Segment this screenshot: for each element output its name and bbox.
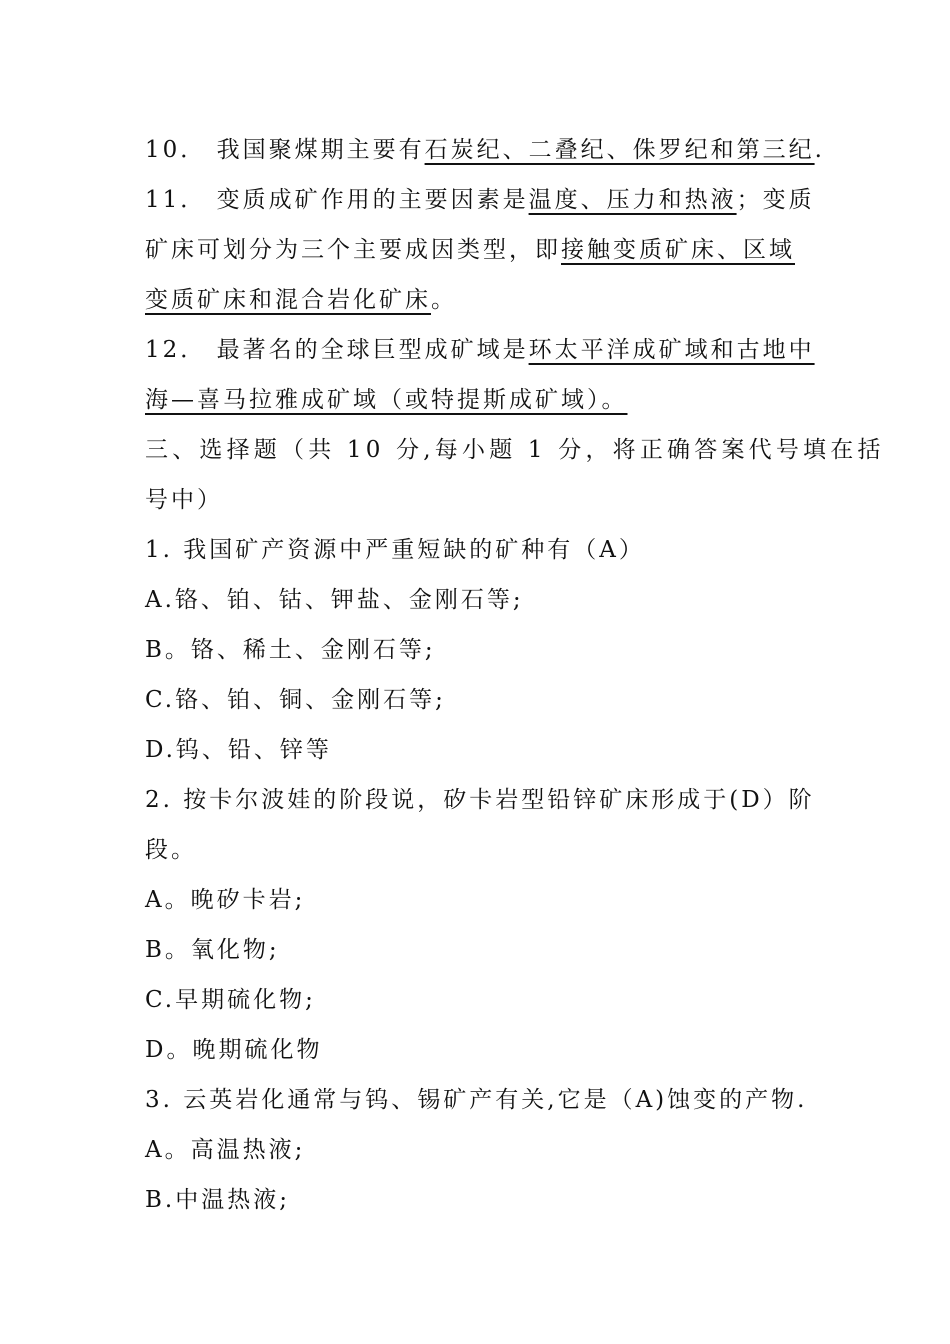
question-text: ；变质 (736, 187, 815, 213)
answer-underlined: 变质矿床和混合岩化矿床 (145, 287, 431, 313)
question-1-option-c: C.铬、铂、铜、金刚石等; (145, 687, 446, 713)
question-2-option-b: B。氧化物; (145, 937, 280, 963)
question-1-option-b: B。铬、稀土、金刚石等; (145, 637, 436, 663)
document-page (145, 125, 885, 1225)
question-3-option-a: A。高温热液; (145, 1137, 306, 1163)
answer-underlined: 海—喜马拉雅成矿域（或特提斯成矿域）。 (145, 387, 628, 413)
fill-blank-10 (145, 125, 825, 175)
question-2-option-c: C.早期硫化物; (145, 987, 316, 1013)
question-1-option-a: A.铬、铂、钴、钾盐、金刚石等; (145, 587, 524, 613)
question-2: 2. 按卡尔波娃的阶段说，矽卡岩型铅锌矿床形成于(D）阶 (145, 787, 815, 813)
question-2-continued: 段。 (145, 837, 197, 863)
question-3: 3. 云英岩化通常与钨、锡矿产有关,它是（A)蚀变的产物. (145, 1087, 808, 1113)
section-heading: 三、选择题（共 10 分,每小题 1 分，将正确答案代号填在括 (145, 437, 885, 463)
question-1-option-d: D.钨、铅、锌等 (145, 737, 332, 763)
punctuation: . (814, 137, 825, 163)
question-text: 12． 最著名的全球巨型成矿域是 (145, 337, 529, 363)
fill-blank-11-line-2 (145, 225, 815, 275)
question-2-option-a: A。晚矽卡岩; (145, 887, 306, 913)
answer-underlined: 接触变质矿床、区域 (561, 237, 795, 263)
section-heading-continued: 号中） (145, 487, 223, 513)
question-text: 10． 我国聚煤期主要有 (145, 137, 425, 163)
answer-underlined: 环太平洋成矿域和古地中 (528, 337, 815, 363)
answer-underlined: 温度、压力和热液 (528, 187, 737, 213)
punctuation: 。 (431, 287, 457, 313)
question-1: 1. 我国矿产资源中严重短缺的矿种有（A） (145, 537, 645, 563)
question-text: 矿床可划分为三个主要成因类型，即 (145, 237, 561, 263)
question-3-option-b: B.中温热液; (145, 1187, 290, 1213)
question-2-option-d: D。晚期硫化物 (145, 1037, 323, 1063)
fill-blank-12-line-1 (145, 325, 815, 375)
fill-blank-11-line-1 (145, 175, 815, 225)
question-text: 11． 变质成矿作用的主要因素是 (145, 187, 529, 213)
answer-underlined: 石炭纪、二叠纪、侏罗纪和第三纪 (424, 137, 815, 163)
fill-blank-12-line-2 (145, 375, 815, 425)
fill-blank-11-line-3 (145, 275, 815, 325)
